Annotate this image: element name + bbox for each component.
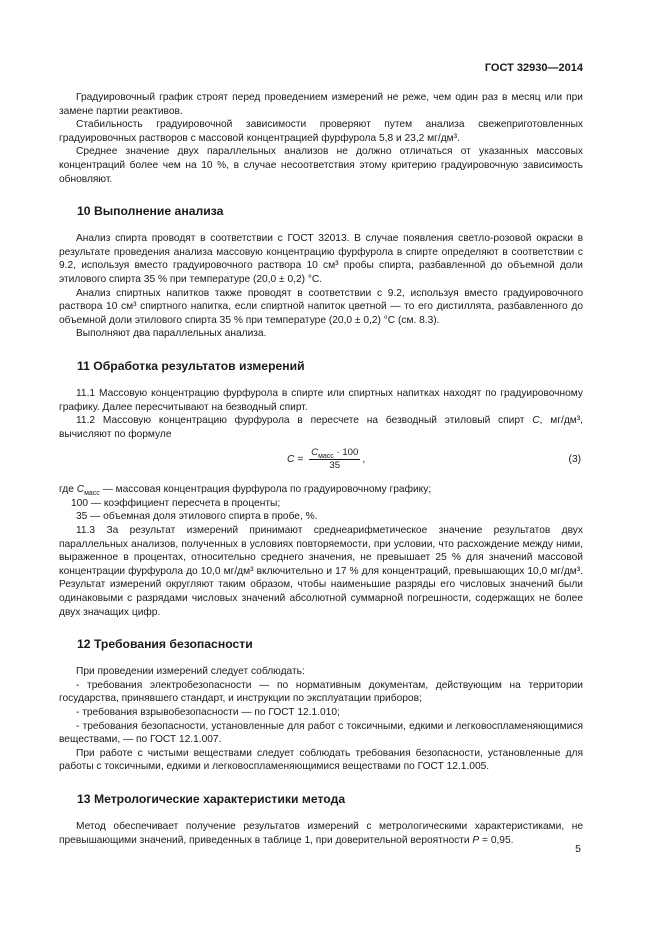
section-10-paragraph-2: Анализ спиртных напитков также проводят в соответствии с 9.2, используя вместо градуировочного раствора 10 см³ спиртного напитка, если спиртной напиток цветной — то его дистиллята, разбавленного до объемной доли этилового спирта 35 % при температуре (20,0 ± 0,2) °С (см. 8.3). [59, 287, 583, 326]
intro-paragraph-2: Стабильность градуировочной зависимости проверяют путем анализа свежеприготовленных градуировочных растворов с массовой концентрацией фурфурола 5,8 и 23,2 мг/дм³. [59, 119, 583, 144]
section-12-paragraph-1: При проведении измерений следует соблюдать: [76, 666, 305, 678]
section-11-1-paragraph: 11.1 Массовую концентрацию фурфурола в спирте или спиртных напитках находят по градуировочному графику. Далее пересчитывают на безводный спирт. [59, 387, 583, 413]
formula-3 [59, 445, 583, 479]
formula-numerator-subscript: масс [318, 453, 334, 461]
section-12-bullet-1: - требования электробезопасности — по нормативным документам, действующим на территории государства, принявшего стандарт, и инструкции по эксплуатации приборов; [59, 679, 583, 705]
page-content [59, 91, 583, 847]
section-12-heading: 12 Требования безопасности [77, 637, 253, 652]
section-10-paragraph-1: Анализ спирта проводят в соответствии с ГОСТ 32013. В случае появления светло-розовой окраски в результате проведения анализа массовую концентрацию фурфурола в спирте определяют в соответствии с 9.2, используя вместо градуировочного раствора 10 см³ пробы спирта, разбавленной до объемной доли этилового спирта 35 % при температуре (20,0 ± 0,2) °С. [59, 233, 583, 285]
formula-fraction [309, 447, 360, 472]
section-10-paragraph-3: Выполняют два параллельных анализа. [76, 328, 267, 340]
legend-variable: С [76, 484, 85, 496]
legend-line-2: 100 — коэффициент пересчета в проценты; [71, 497, 281, 509]
formula-numerator-variable: С [311, 447, 319, 459]
legend-text-1: — массовая концентрация фурфурола по градуировочному графику; [99, 484, 432, 496]
formula-numerator-rest: · 100 [333, 447, 359, 459]
legend-subscript: масс [84, 490, 100, 498]
page-number: 5 [575, 843, 581, 855]
legend-line-3: 35 — объемная доля этилового спирта в пробе, %. [76, 511, 318, 523]
section-11-2-text-a: 11.2 Массовую концентрацию фурфурола в пересчете на безводный этиловый спирт [76, 415, 533, 427]
legend-line-1 [59, 483, 583, 497]
section-13-variable: Р [472, 834, 480, 846]
formula-lhs: С = [287, 453, 304, 465]
section-13-paragraph [59, 820, 583, 847]
formula-legend [59, 483, 583, 524]
intro-paragraph-3: Среднее значение двух параллельных анализов не должно отличаться от указанных массовых концентраций более чем на 10 %, в случае несоответствия этому критерию градуировочную зависимость обновляют. [59, 146, 583, 185]
section-11-2-text-b: , мг/дм³, вычисляют по формуле [59, 415, 583, 440]
section-13-text-a: Метод обеспечивает получение результатов измерений с метрологическими характеристиками, не превышающими значений, приведенных в таблице 1, при доверительной вероятности [59, 820, 583, 846]
section-13-heading: 13 Метрологические характеристики метода [77, 791, 346, 806]
formula-tail: , [362, 453, 366, 465]
document-code: ГОСТ 32930—2014 [484, 62, 583, 74]
section-11-3-paragraph: 11.3 За результат измерений принимают среднеарифметическое значение результатов двух параллельных анализов, полученных в условиях повторяемости, при условии, что расхождение между ними, выраженное в процентах, относительно среднего значения, не превышает 25 % для значений массовой концентрации фурфурола до 10,0 мг/дм³ включительно и 17 % для концентраций, превышающих 10,0 мг/дм³. Результат измерений округляют таким образом, чтобы наименьшие разряды его числовых значений были одинаковыми с разрядами числовых значений абсолютной суммарной погрешности, содержащих не более двух значащих цифр. [59, 525, 583, 618]
section-12-bullet-3: - требования безопасности, установленные для работ с токсичными, едкими и легковоспламеняющимися веществами, — по ГОСТ 12.1.007. [59, 720, 583, 746]
formula-numerator [309, 447, 360, 460]
formula-equation-number: (3) [568, 454, 581, 466]
section-12-bullet-2: - требования взрывобезопасности — по ГОСТ 12.1.010; [76, 707, 340, 718]
legend-prefix: где [59, 484, 77, 496]
section-10-heading: 10 Выполнение анализа [77, 204, 224, 219]
section-11-heading: 11 Обработка результатов измерений [77, 358, 305, 373]
section-11-2-paragraph [59, 414, 583, 441]
section-13-text-b: = 0,95. [479, 834, 514, 846]
section-12-paragraph-2: При работе с чистыми веществами следует соблюдать требования безопасности, установленные для работы с токсичными, едкими и легковоспламеняющимися веществами по ГОСТ 12.1.005. [59, 747, 583, 773]
intro-paragraph-1: Градуировочный график строят перед проведением измерений не реже, чем один раз в месяц или при замене партии реактивов. [59, 92, 583, 117]
section-11-2-variable: С [532, 415, 540, 427]
formula-expression [287, 447, 365, 472]
formula-denominator: 35 [329, 460, 341, 472]
